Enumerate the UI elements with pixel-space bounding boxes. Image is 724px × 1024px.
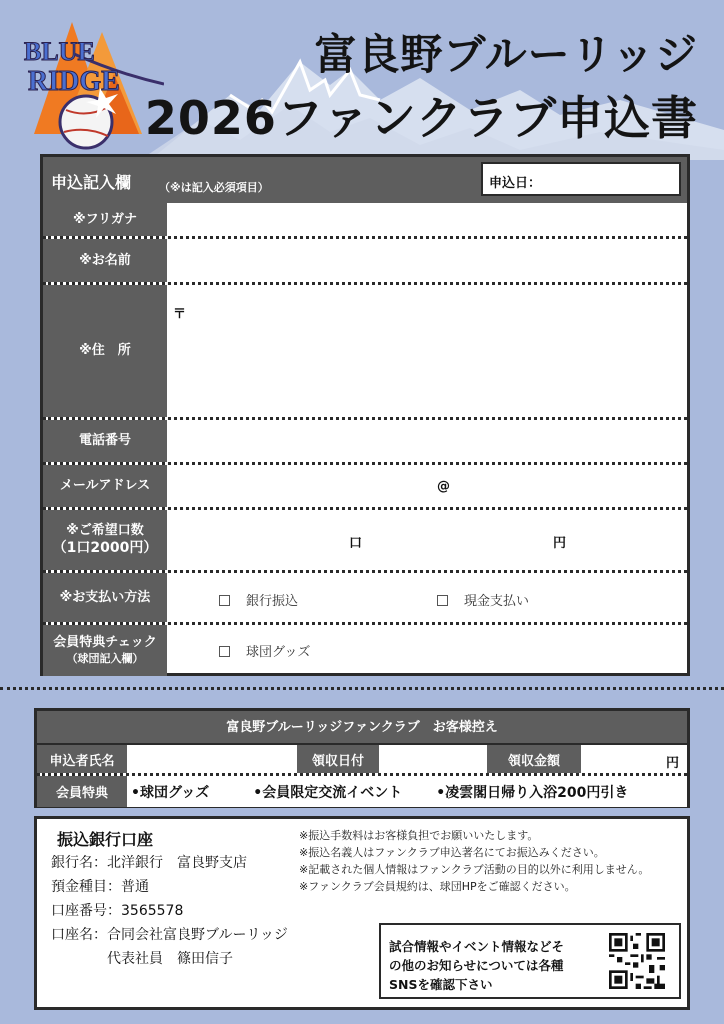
name-field[interactable] — [167, 239, 687, 282]
application-date-label: 申込日： — [489, 176, 542, 191]
row-benefit-check — [43, 625, 687, 676]
address-label: ※住 所 — [43, 285, 167, 417]
representative-line: 代表社員 篠田信子 — [51, 951, 233, 967]
applicant-name-label: 申込者氏名 — [37, 745, 127, 773]
receipt-row-benefits — [37, 776, 687, 807]
row-furigana — [43, 203, 687, 239]
benefit-check-options — [167, 625, 687, 676]
receipt-row-info — [37, 745, 687, 776]
furigana-field[interactable] — [167, 203, 687, 236]
benefit-check-label-line2: （球団記入欄） — [66, 651, 144, 665]
sns-box — [379, 923, 681, 999]
title-line-1: 富良野ブルーリッジ — [314, 30, 698, 79]
payment-cash-checkbox[interactable] — [437, 590, 529, 609]
cut-line — [0, 687, 724, 690]
units-label-line1: ※ご希望口数 — [66, 522, 144, 538]
row-email — [43, 465, 687, 510]
row-phone — [43, 420, 687, 465]
benefit-item: •会員限定交流イベント — [253, 784, 403, 801]
at-mark: @ — [437, 479, 450, 494]
name-label: ※お名前 — [43, 239, 167, 282]
account-name-line: 口座名：合同会社富良野ブルーリッジ — [51, 927, 288, 943]
bank-details — [51, 851, 288, 971]
receipt-date-field[interactable] — [379, 745, 487, 773]
address-field[interactable] — [167, 285, 687, 417]
receipt-amount-label: 領収金額 — [487, 745, 581, 773]
required-note: （※は記入必須項目） — [159, 181, 269, 194]
note-item: ※振込手数料はお客様負担でお願いいたします。 — [299, 829, 539, 842]
benefit-option-goods: 球団グッズ — [246, 645, 311, 660]
payment-label: ※お支払い方法 — [43, 573, 167, 622]
payment-option-bank: 銀行振込 — [246, 594, 299, 609]
logo-text-ridge: RIDGE — [28, 66, 120, 97]
bank-name-line: 銀行名：北洋銀行 富良野支店 — [51, 855, 247, 871]
note-item: ※記載された個人情報はファンクラブ活動の目的以外に利用しません。 — [299, 863, 650, 876]
units-label-line2: （1口2000円） — [52, 540, 158, 557]
row-payment — [43, 573, 687, 625]
receipt-yen: 円 — [665, 756, 679, 771]
email-label: メールアドレス — [43, 465, 167, 507]
receipt-heading: 富良野ブルーリッジファンクラブ お客様控え — [37, 711, 687, 745]
receipt-amount-field[interactable] — [581, 745, 687, 773]
bank-title: 振込銀行口座 — [57, 830, 154, 849]
member-benefits-list — [127, 776, 687, 807]
row-units — [43, 510, 687, 573]
receipt-date-label: 領収日付 — [297, 745, 379, 773]
account-number-line: 口座番号：3565578 — [51, 903, 184, 919]
form-header — [43, 157, 687, 203]
application-form — [40, 154, 690, 676]
email-field[interactable] — [167, 465, 687, 507]
row-address — [43, 285, 687, 420]
units-field[interactable] — [167, 510, 687, 570]
furigana-label: ※フリガナ — [43, 203, 167, 236]
notes-list — [299, 827, 649, 895]
benefit-goods-checkbox[interactable] — [219, 641, 310, 660]
customer-receipt — [34, 708, 690, 808]
sns-text — [389, 937, 564, 994]
phone-label: 電話番号 — [43, 420, 167, 462]
sns-line: 試合情報やイベント情報などそ — [389, 939, 565, 954]
qr-code-icon[interactable] — [609, 933, 665, 989]
sns-line: SNSを確認下さい — [389, 977, 493, 992]
note-item: ※ファンクラブ会員規約は、球団HPをご確認ください。 — [299, 880, 576, 893]
payment-options — [167, 573, 687, 622]
postal-mark: 〒 — [173, 307, 187, 322]
benefit-item: •凌雲閣日帰り入浴200円引き — [436, 784, 629, 801]
logo-text-blue: BLUE — [24, 37, 95, 66]
account-type-line: 預金種目：普通 — [51, 879, 149, 895]
sns-line: の他のお知らせについては各種 — [389, 958, 564, 973]
benefit-check-label — [43, 625, 167, 676]
benefit-check-label-line1: 会員特典チェック — [53, 635, 157, 651]
bank-account-info — [34, 816, 690, 1010]
yen-suffix: 円 — [553, 536, 567, 551]
row-name — [43, 239, 687, 285]
payment-bank-transfer-checkbox[interactable] — [219, 590, 298, 609]
benefit-item: •球団グッズ — [131, 784, 210, 801]
phone-field[interactable] — [167, 420, 687, 462]
note-item: ※振込名義人はファンクラブ申込著名にてお振込みください。 — [299, 846, 605, 859]
team-logo — [14, 14, 164, 154]
payment-option-cash: 現金支払い — [464, 594, 530, 609]
units-suffix: 口 — [349, 536, 363, 551]
applicant-name-field[interactable] — [127, 745, 297, 773]
units-label — [43, 510, 167, 570]
member-benefits-label: 会員特典 — [37, 776, 127, 807]
application-date-field[interactable] — [481, 162, 681, 196]
form-heading: 申込記入欄 — [51, 173, 132, 192]
title-line-2: 2026ファンクラブ申込書 — [144, 91, 698, 145]
